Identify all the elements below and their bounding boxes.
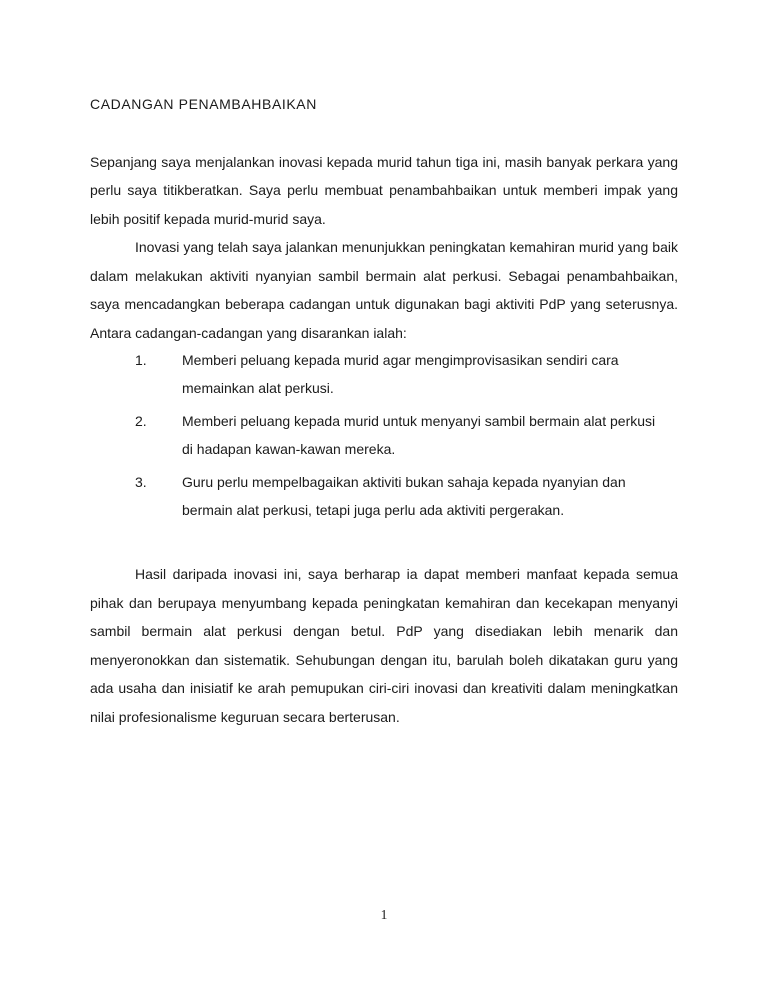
- list-item-text: Memberi peluang kepada murid untuk menyanyi sambil bermain alat perkusi di hadapan kawan-kawan mereka.: [182, 413, 656, 457]
- paragraph-closing: Hasil daripada inovasi ini, saya berharap ia dapat memberi manfaat kepada semua pihak dan berupaya menyumbang kepada peningkatan kemahiran dan kecekapan menyanyi sambil bermain alat perkusi dengan betul. PdP yang disediakan lebih menarik dan menyeronokkan dan sistematik. Sehubungan dengan itu, barulah boleh dikatakan guru yang ada usaha dan inisiatif ke arah pemupukan ciri-ciri inovasi dan kreativiti dalam meningkatkan nilai profesionalisme keguruan secara berterusan.: [90, 566, 678, 725]
- list-item: [135, 408, 678, 463]
- list-item-text: Guru perlu mempelbagaikan aktiviti bukan sahaja kepada nyanyian dan bermain alat perkusi, tetapi juga perlu ada aktiviti pergerakan.: [182, 474, 626, 518]
- paragraph-inovasi: Inovasi yang telah saya jalankan menunjukkan peningkatan kemahiran murid yang baik dalam melakukan aktiviti nyanyian sambil bermain alat perkusi. Sebagai penambahbaikan, saya mencadangkan beberapa cadangan untuk digunakan bagi aktiviti PdP yang seterusnya. Antara cadangan-cadangan yang disarankan ialah:: [90, 239, 678, 341]
- list-item-text: Memberi peluang kepada murid agar mengimprovisasikan sendiri cara memainkan alat perkusi.: [182, 352, 619, 396]
- document-title: CADANGAN PENAMBAHBAIKAN: [90, 96, 317, 112]
- list-item: [135, 347, 678, 402]
- list-item-number: 2.: [135, 413, 147, 429]
- list-item-number: 3.: [135, 474, 147, 490]
- list-item-number: 1.: [135, 352, 147, 368]
- paragraph-intro: Sepanjang saya menjalankan inovasi kepada murid tahun tiga ini, masih banyak perkara yang perlu saya titikberatkan. Saya perlu membuat penambahbaikan untuk memberi impak yang lebih positif kepada murid-murid saya.: [90, 153, 678, 227]
- suggestion-list: [135, 347, 678, 524]
- list-item: [135, 469, 678, 524]
- page-number: 1: [380, 907, 388, 922]
